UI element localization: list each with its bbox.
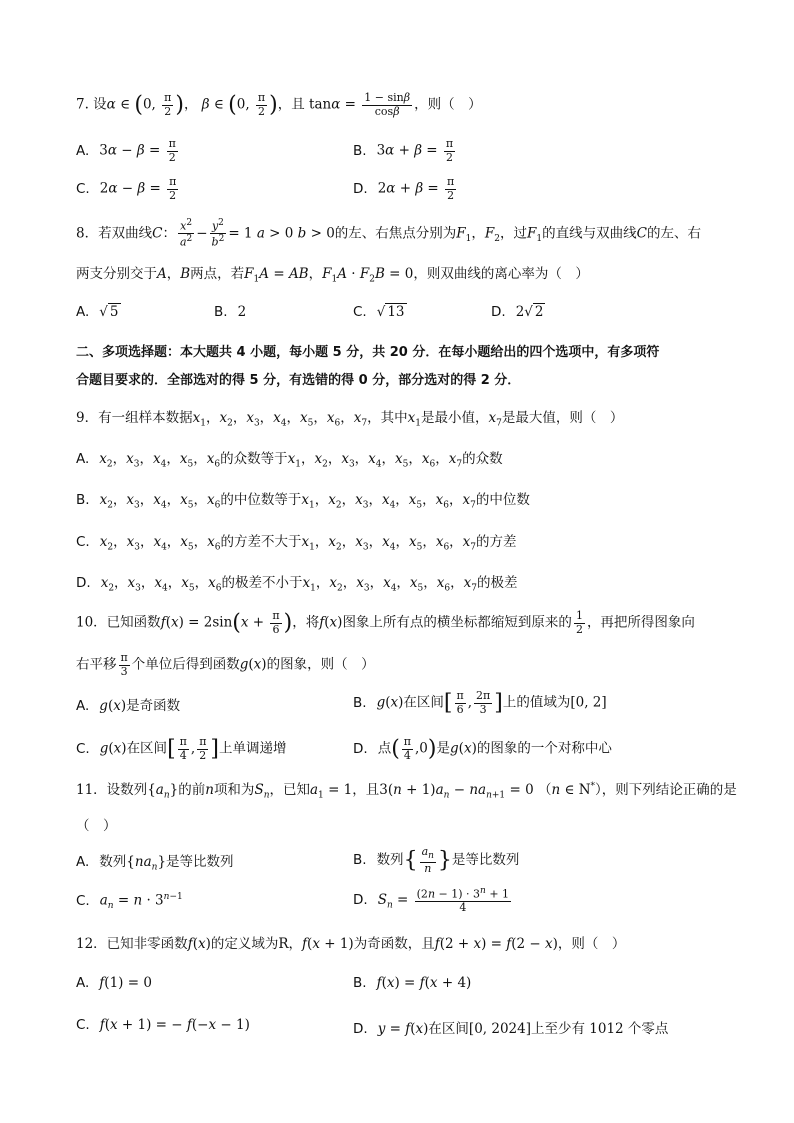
q10-option-c: C. g(x)在区间[ $\frac{\pi}{4}$ , $\frac{\pi}{2}$ ]上单调递增 — [76, 735, 287, 762]
q9-option-b: B. $x_2$，$x_3$，$x_4$，$x_5$，$x_6$的中位数等于$x_1$，$x_2$，$x_3$，$x_4$，$x_5$，$x_6$，$x_7$的中位数 — [76, 492, 530, 511]
section2-heading-line1: 二、多项选择题：本大题共 4 小题，每小题 5 分，共 20 分．在每小题给出的四个选项中，有多项符 — [76, 345, 660, 360]
q12-option-b: B. f(x) = f(x + 4) — [353, 975, 472, 991]
q9-option-d: D. $x_2$，$x_3$，$x_4$，$x_5$，$x_6$的极差不小于$x_1$，$x_2$，$x_3$，$x_4$，$x_5$，$x_6$，$x_7$的极差 — [76, 575, 518, 594]
q10-option-a: A. g(x)是奇函数 — [76, 698, 181, 714]
q7-stem-p4: ，则（ ） — [414, 96, 482, 113]
q11-stem-line1: 11．设数列$\{a_n\}$的前n项和为$S_n$，已知$a_1 = 1$，且$3(n + 1)a_n - na_{n+1} = 0$ （n ∈ N*），则下列结论正确的是 — [76, 781, 737, 801]
q7-stem-p2: ， — [183, 96, 198, 113]
q9-option-a: A. $x_2$，$x_3$，$x_4$，$x_5$，$x_6$的众数等于$x_1$，$x_2$，$x_3$，$x_4$，$x_5$，$x_6$，$x_7$的众数 — [76, 451, 503, 470]
q10-option-d: D. 点( $\frac{\pi}{4}$ ,0)是g(x)的图象的一个对称中心 — [353, 735, 612, 762]
q11-option-a: A. 数列$\{na_n\}$是等比数列 — [76, 854, 234, 873]
q10-stem-line1: 10．已知函数f(x) = 2sin(x + $\frac{\pi}{6}$ )，将f(x)图象上所有点的横坐标都缩短到原来的 $\frac{1}{2}$ ，再把所得图象向 — [76, 609, 695, 636]
q11-option-d: D. $S_n$ = $\frac{(2n - 1) \cdot 3^n + 1}{4}$ — [353, 886, 510, 915]
q8-option-d: D. 2√ 2 — [491, 304, 544, 320]
q8-stem-line2: 两支分别交于A，B两点，若$F_1A$ = AB，$F_1A \cdot F_2B = 0$，则双曲线的离心率为（ ） — [76, 266, 589, 285]
q7-stem-p1: 7. 设 — [76, 96, 107, 113]
q9-option-c: C. $x_2$，$x_3$，$x_4$，$x_5$，$x_6$的方差不大于$x_1$，$x_2$，$x_3$，$x_4$，$x_5$，$x_6$，$x_7$的方差 — [76, 534, 517, 553]
q7-option-b: B. 3α + β = $\frac{\pi}{2}$ — [353, 137, 454, 164]
q7-frac-pi-2a: $\frac{\pi}{2}$ — [164, 91, 172, 118]
q11-option-c: C. $a_n = n \cdot 3^{n-1}$ — [76, 892, 183, 912]
q12-option-a: A. f(1) = 0 — [76, 975, 152, 991]
q12-option-d: D. y = f(x)在区间[0, 2024]上至少有 1012 个零点 — [353, 1021, 669, 1037]
q7-frac-main: $\frac{1 - \sin\beta}{\cos\beta}$ — [364, 91, 411, 118]
section2-heading-line2: 合题目要求的．全部选对的得 5 分，有选错的得 0 分，部分选对的得 2 分． — [76, 373, 521, 388]
q7-frac-pi-2b: $\frac{\pi}{2}$ — [257, 91, 266, 118]
q12-stem: 12．已知非零函数f(x)的定义域为R，f(x + 1)为奇函数，且f(2 + x) = f(2 − x)，则（ ） — [76, 936, 626, 952]
q7-option-d: D. 2α + β = $\frac{\pi}{2}$ — [353, 175, 455, 202]
q8-stem-line1: 8．若双曲线C： $\frac{x^2}{a^2}$ − $\frac{y^2}{b^2}$ = 1 a > 0 b > 0的左、右焦点分别为$F_1$，$F_2$，过$F_1$的直线与双曲线C的左、右 — [76, 218, 701, 249]
q10-stem-line2: 右平移 $\frac{\pi}{3}$ 个单位后得到函数g(x)的图象，则（ ） — [76, 651, 375, 678]
q7-option-a: A. 3α − β = $\frac{\pi}{2}$ — [76, 137, 176, 164]
q7-stem-p3: ，且 — [277, 96, 305, 113]
q9-stem: 9．有一组样本数据$x_1$，$x_2$，$x_3$，$x_4$，$x_5$，$x_6$，$x_7$，其中$x_1$是最小值，$x_7$是最大值，则（ ） — [76, 410, 624, 429]
q11-stem-line2: （ ） — [76, 818, 117, 834]
q11-option-b: B. 数列{ $\frac{a_n}{n}$ }是等比数列 — [353, 845, 520, 875]
q7-option-c: C. 2α − β = $\frac{\pi}{2}$ — [76, 175, 177, 202]
q8-option-c: C. √ 13 — [353, 304, 405, 320]
q8-option-b: B. 2 — [214, 304, 247, 320]
q10-option-b: B. g(x)在区间[ $\frac{\pi}{6}$ , $\frac{2\pi}{3}$ ]上的值域为[0, 2] — [353, 689, 607, 716]
q8-option-a: A. √ 5 — [76, 304, 119, 320]
q12-option-c: C. f(x + 1) = − f(−x − 1) — [76, 1017, 250, 1033]
q7-stem: 7. 设α ∈ (0, $\frac{\pi}{2}$ )， β ∈ (0, $\frac{\pi}{2}$ )，且 tanα = $\frac{1 - \sin\beta}{\cos\beta}$ ，则（ ） — [76, 91, 482, 118]
